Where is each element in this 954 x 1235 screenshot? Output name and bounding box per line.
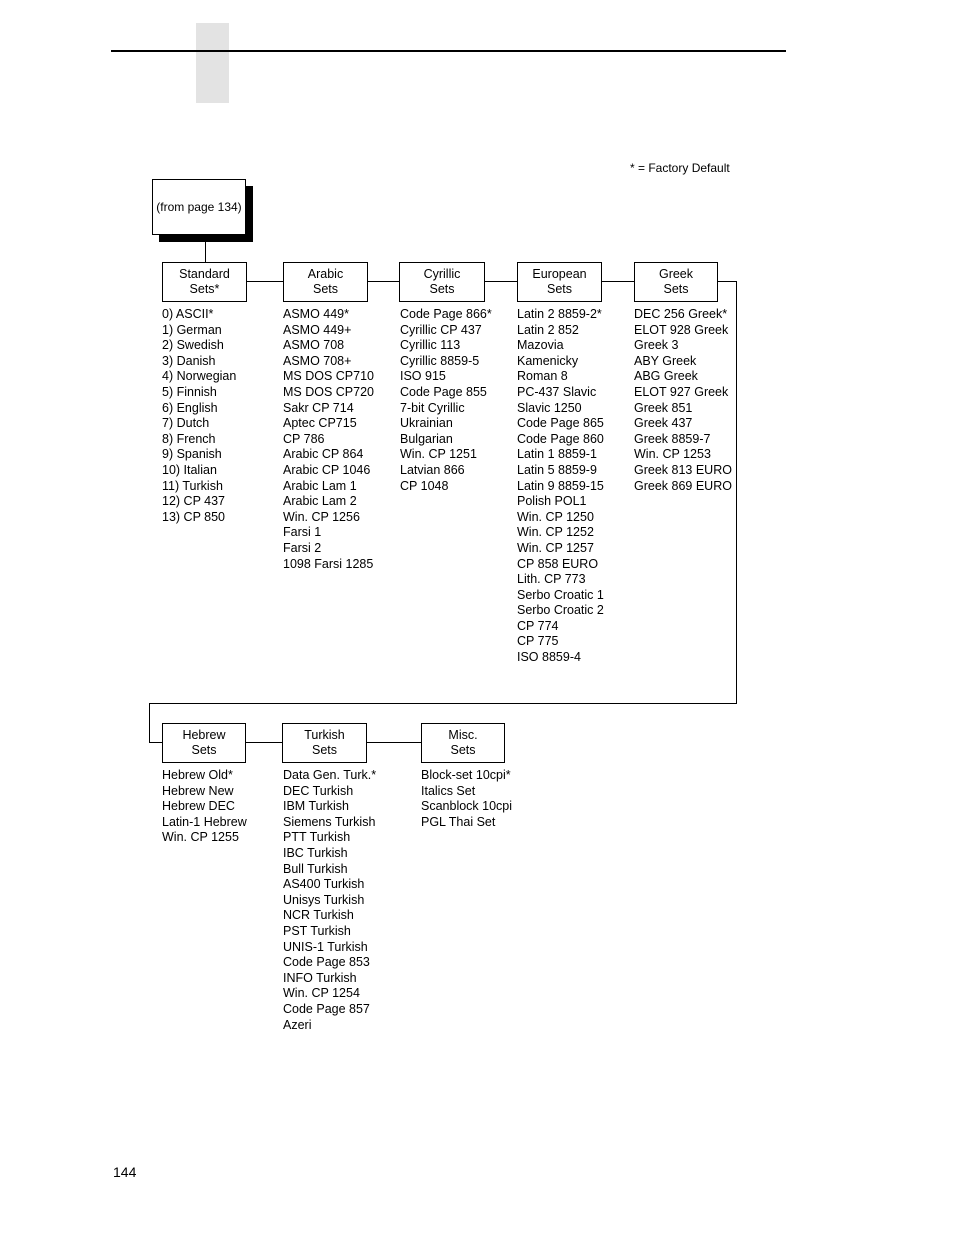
set-list-item: Lith. CP 773: [517, 572, 586, 587]
node-misc-sets-line2: Sets: [450, 743, 476, 757]
set-list-item: CP 858 EURO: [517, 556, 599, 571]
set-list-item: Win. CP 1252: [517, 525, 594, 540]
set-list-item: Arabic CP 864: [283, 447, 364, 462]
set-list-item: Bull Turkish: [283, 861, 348, 876]
connector-wrap-down: [736, 281, 737, 704]
set-list-item: AS400 Turkish: [283, 877, 365, 892]
set-list-item: Win. CP 1255: [162, 830, 239, 845]
node-cyrillic-sets-line2: Sets: [429, 282, 455, 296]
node-arabic-sets-line2: Sets: [312, 282, 338, 296]
set-list-item: 9) Spanish: [162, 447, 222, 462]
node-turkish-sets-line2: Sets: [311, 743, 337, 757]
set-list-item: 8) French: [162, 431, 216, 446]
set-list-item: Win. CP 1257: [517, 540, 594, 555]
set-list-item: CP 786: [283, 431, 325, 446]
set-list-item: Greek 869 EURO: [634, 478, 732, 493]
set-list-item: Block-set 10cpi*: [421, 768, 511, 782]
set-list-item: PST Turkish: [283, 923, 351, 938]
set-list-item: Greek 8859-7: [634, 431, 711, 446]
start-node: (from page 134): [152, 179, 246, 235]
set-list-item: NCR Turkish: [283, 908, 354, 923]
node-arabic-sets-line1: Arabic: [307, 266, 344, 281]
connector-row1-right: [718, 281, 737, 282]
set-list-item: Mazovia: [517, 338, 564, 353]
set-list-item: Roman 8: [517, 369, 568, 384]
set-list-item: 5) Finnish: [162, 384, 217, 399]
connector-wrap-left: [149, 703, 150, 742]
set-list-item: Polish POL1: [517, 494, 587, 509]
set-list-item: 1) German: [162, 322, 222, 337]
hebrew-sets-list: [162, 768, 247, 846]
node-cyrillic-sets-line1: Cyrillic: [423, 266, 461, 281]
node-hebrew-sets-line2: Sets: [191, 743, 217, 757]
set-list-item: ASMO 708+: [283, 353, 352, 368]
set-list-item: UNIS-1 Turkish: [283, 939, 368, 954]
set-list-item: Code Page 857: [283, 1001, 370, 1016]
node-hebrew-sets-line1: Hebrew: [182, 727, 226, 742]
set-list-item: Hebrew DEC: [162, 799, 235, 814]
set-list-item: Latin 9 8859-15: [517, 478, 604, 493]
node-turkish-sets: [282, 723, 367, 763]
set-list-item: Cyrillic 8859-5: [400, 353, 480, 368]
set-list-item: Hebrew New: [162, 783, 234, 798]
set-list-item: Azeri: [283, 1017, 312, 1032]
set-list-item: IBM Turkish: [283, 799, 349, 814]
set-list-item: Code Page 855: [400, 384, 487, 399]
set-list-item: ASMO 449*: [283, 307, 350, 321]
set-list-item: Farsi 2: [283, 540, 322, 555]
set-list-item: Win. CP 1254: [283, 986, 360, 1001]
set-list-item: Latin 5 8859-9: [517, 462, 597, 477]
set-list-item: 13) CP 850: [162, 509, 226, 524]
set-list-item: Greek 851: [634, 400, 693, 415]
set-list-item: ELOT 928 Greek: [634, 322, 729, 337]
set-list-item: Win. CP 1256: [283, 509, 360, 524]
node-misc-sets-line1: Misc.: [448, 727, 478, 742]
node-european-sets: [517, 262, 602, 302]
node-cyrillic-sets: [399, 262, 485, 302]
node-european-sets-line2: Sets: [546, 282, 572, 296]
set-list-item: Hebrew Old*: [162, 768, 233, 782]
connector-start-down: [205, 242, 206, 262]
set-list-item: Cyrillic CP 437: [400, 322, 482, 337]
set-list-item: 1098 Farsi 1285: [283, 556, 374, 571]
set-list-item: 10) Italian: [162, 462, 217, 477]
set-list-item: INFO Turkish: [283, 970, 357, 985]
misc-sets-list: [421, 768, 512, 830]
node-arabic-sets: [283, 262, 368, 302]
set-list-item: CP 775: [517, 634, 559, 649]
set-list-item: 7-bit Cyrillic: [400, 400, 465, 415]
set-list-item: Code Page 860: [517, 431, 604, 446]
set-list-item: IBC Turkish: [283, 845, 348, 860]
set-list-item: Arabic Lam 1: [283, 478, 357, 493]
set-list-item: Data Gen. Turk.*: [283, 768, 377, 782]
set-list-item: Arabic Lam 2: [283, 494, 357, 509]
set-list-item: Kamenicky: [517, 353, 579, 368]
set-list-item: Greek 813 EURO: [634, 462, 732, 477]
standard-sets-list: [162, 307, 236, 525]
greek-sets-list: [634, 307, 732, 494]
set-list-item: Latin-1 Hebrew: [162, 814, 247, 829]
set-list-item: DEC Turkish: [283, 783, 354, 798]
set-list-item: Greek 3: [634, 338, 679, 353]
set-list-item: Ukrainian: [400, 416, 453, 431]
cyrillic-sets-list: [400, 307, 492, 494]
set-list-item: Code Page 853: [283, 955, 370, 970]
set-list-item: Serbo Croatic 2: [517, 603, 604, 618]
set-list-item: Latin 1 8859-1: [517, 447, 597, 462]
set-list-item: 2) Swedish: [162, 338, 224, 353]
set-list-item: Aptec CP715: [283, 416, 357, 431]
set-list-item: Siemens Turkish: [283, 814, 376, 829]
node-standard-sets-line2: Sets*: [189, 282, 220, 296]
node-greek-sets: [634, 262, 718, 302]
set-list-item: ABY Greek: [634, 353, 697, 368]
set-list-item: Code Page 866*: [400, 307, 492, 321]
set-list-item: Latin 2 852: [517, 322, 579, 337]
set-list-item: ISO 8859-4: [517, 650, 581, 665]
node-standard-sets-line1: Standard: [179, 266, 230, 281]
chapter-tab: [196, 23, 229, 103]
set-list-item: 6) English: [162, 400, 218, 415]
set-list-item: ASMO 708: [283, 338, 345, 353]
set-list-item: PC-437 Slavic: [517, 384, 597, 399]
set-list-item: MS DOS CP720: [283, 384, 375, 399]
set-list-item: Win. CP 1251: [400, 447, 477, 462]
node-european-sets-line1: European: [532, 266, 587, 281]
set-list-item: Unisys Turkish: [283, 892, 365, 907]
set-list-item: 4) Norwegian: [162, 369, 237, 384]
set-list-item: Win. CP 1250: [517, 509, 594, 524]
set-list-item: Code Page 865: [517, 416, 604, 431]
set-list-item: Serbo Croatic 1: [517, 587, 604, 602]
node-hebrew-sets: [162, 723, 246, 763]
set-list-item: Cyrillic 113: [400, 338, 461, 353]
set-list-item: 7) Dutch: [162, 416, 210, 431]
set-list-item: 0) ASCII*: [162, 307, 214, 321]
header-rule: [111, 50, 786, 52]
node-standard-sets: [162, 262, 247, 302]
set-list-item: Win. CP 1253: [634, 447, 711, 462]
set-list-item: 11) Turkish: [162, 478, 223, 493]
page-number: 144: [113, 1164, 137, 1180]
set-list-item: PGL Thai Set: [421, 814, 496, 829]
set-list-item: Arabic CP 1046: [283, 462, 371, 477]
set-list-item: ELOT 927 Greek: [634, 384, 729, 399]
set-list-item: Greek 437: [634, 416, 693, 431]
set-list-item: Scanblock 10cpi: [421, 799, 513, 814]
set-list-item: PTT Turkish: [283, 830, 351, 845]
set-list-item: Italics Set: [421, 783, 476, 798]
turkish-sets-list: [283, 768, 376, 1033]
set-list-item: Slavic 1250: [517, 400, 582, 415]
node-misc-sets: [421, 723, 505, 763]
set-list-item: Bulgarian: [400, 431, 453, 446]
set-list-item: Latvian 866: [400, 462, 465, 477]
set-list-item: Farsi 1: [283, 525, 322, 540]
connector-wrap-across: [149, 703, 737, 704]
node-greek-sets-line1: Greek: [658, 266, 694, 281]
factory-default-legend: * = Factory Default: [630, 161, 730, 175]
node-greek-sets-line2: Sets: [663, 282, 689, 296]
set-list-item: ASMO 449+: [283, 322, 352, 337]
set-list-item: Latin 2 8859-2*: [517, 307, 602, 321]
set-list-item: DEC 256 Greek*: [634, 307, 728, 321]
set-list-item: CP 1048: [400, 478, 449, 493]
set-list-item: 3) Danish: [162, 353, 216, 368]
set-list-item: CP 774: [517, 618, 559, 633]
connector-wrap-in: [149, 742, 162, 743]
set-list-item: ABG Greek: [634, 369, 698, 384]
node-turkish-sets-line1: Turkish: [304, 727, 345, 742]
european-sets-list: [517, 307, 604, 666]
set-list-item: Sakr CP 714: [283, 400, 354, 415]
set-list-item: MS DOS CP710: [283, 369, 375, 384]
set-list-item: 12) CP 437: [162, 494, 226, 509]
set-list-item: ISO 915: [400, 369, 446, 384]
arabic-sets-list: [283, 307, 374, 572]
